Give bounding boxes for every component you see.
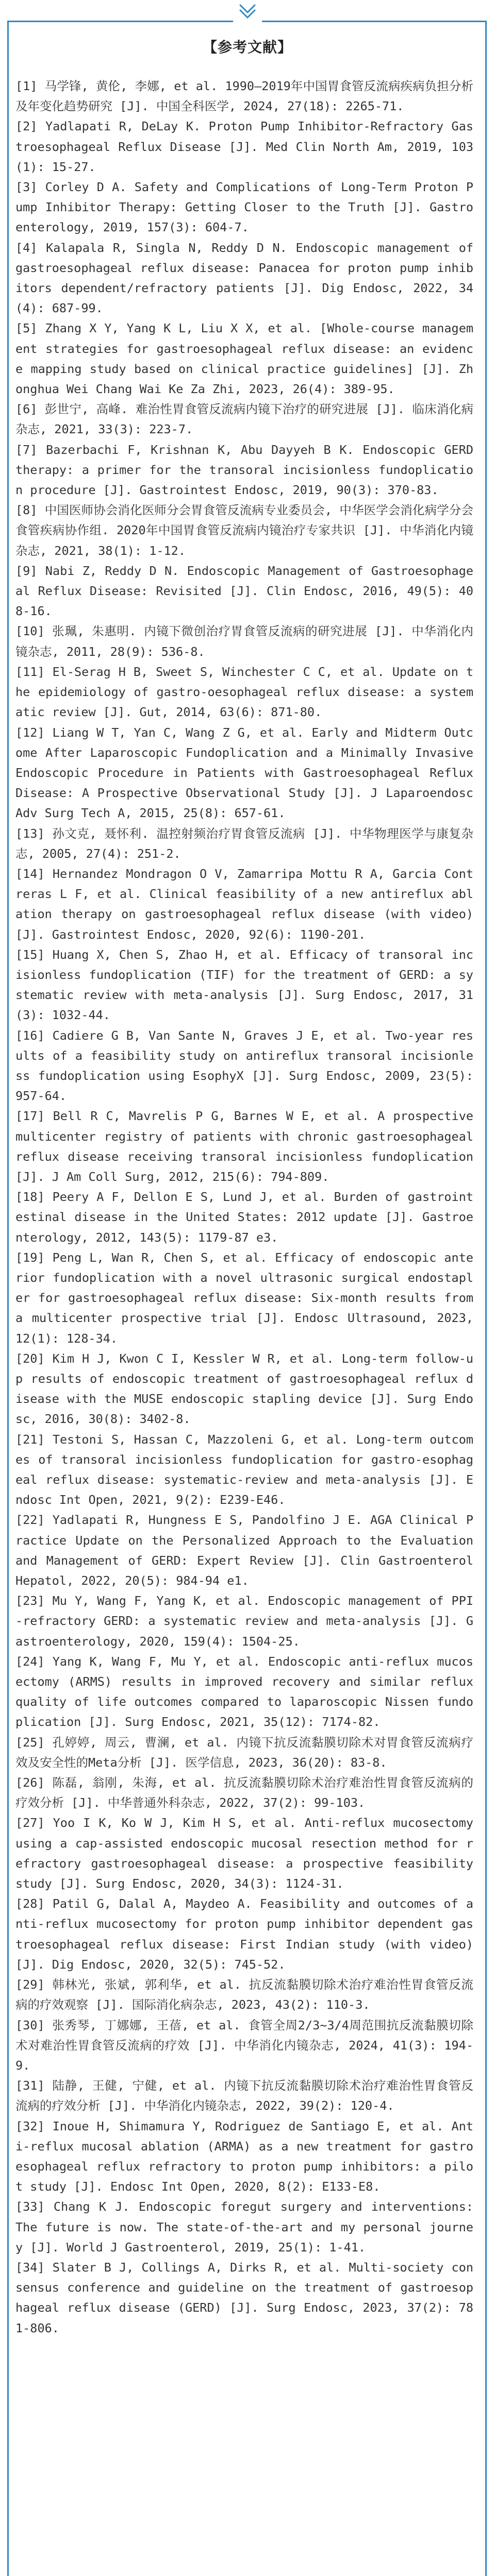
reference-item: [3] Corley D A. Safety and Complications of Long-Term Proton Pump Inhibitor Therapy: Getting Closer to the Truth [J]. Gastroenterology, 2019, 157(3): 604-7.	[15, 180, 473, 235]
reference-item: [11] El-Serag H B, Sweet S, Winchester C C, et al. Update on the epidemiology of gastro-oesophageal reflux disease: a systematic review [J]. Gut, 2014, 63(6): 871-80.	[15, 664, 473, 720]
reference-item: [16] Cadiere G B, Van Sante N, Graves J E, et al. Two-year results of a feasibility study on antireflux transoral incisionless fundoplication using EsophyX [J]. Surg Endosc, 2009, 23(5): 957-64.	[15, 1028, 473, 1104]
reference-item: [34] Slater B J, Collings A, Dirks R, et al. Multi-society consensus conference and guideline on the treatment of gastroesophageal reflux disease (GERD) [J]. Surg Endosc, 2023, 37(2): 781-806.	[15, 2260, 473, 2335]
reference-item: [14] Hernandez Mondragon O V, Zamarripa Mottu R A, Garcia Contreras L F, et al. Clinical feasibility of a new antireflux ablation therapy on gastroesophageal reflux disease (with video) [J]. Gastrointest Endosc, 2020, 92(6): 1190-201.	[15, 866, 473, 942]
reference-item: [12] Liang W T, Yan C, Wang Z G, et al. Early and Midterm Outcome After Laparoscopic Fundoplication and a Minimally Invasive Endoscopic Procedure in Patients with Gastroesophageal Reflux Disease: A Prospective Observational Study [J]. J Laparoendosc Adv Surg Tech A, 2015, 25(8): 657-61.	[15, 725, 473, 821]
reference-item: [27] Yoo I K, Ko W J, Kim H S, et al. Anti-reflux mucosectomy using a cap-assisted endoscopic mucosal resection method for refractory gastroesophageal disease: a prospective feasibility study [J]. Surg Endosc, 2020, 34(3): 1124-31.	[15, 1816, 473, 1891]
reference-item: [10] 张珮, 朱惠明. 内镜下微创治疗胃食管反流病的研究进展 [J]. 中华消化内镜杂志, 2011, 28(9): 536-8.	[15, 624, 473, 659]
reference-item: [21] Testoni S, Hassan C, Mazzoleni G, et al. Long-term outcomes of transoral incisionless fundoplication for gastro-esophageal reflux disease: systematic-review and meta-analysis [J]. Endosc Int Open, 2021, 9(2): E239-E46.	[15, 1432, 473, 1507]
reference-item: [19] Peng L, Wan R, Chen S, et al. Efficacy of endoscopic anterior fundoplication with a novel ultrasonic surgical endostapler for gastroesophageal reflux disease: Six-month results from a multicenter prospective trial [J]. Endosc Ultrasound, 2023, 12(1): 128-34.	[15, 1250, 473, 1346]
reference-item: [15] Huang X, Chen S, Zhao H, et al. Efficacy of transoral incisionless fundoplication (TIF) for the treatment of GERD: a systematic review with meta-analysis [J]. Surg Endosc, 2017, 31(3): 1032-44.	[15, 947, 473, 1023]
reference-item: [28] Patil G, Dalal A, Maydeo A. Feasibility and outcomes of anti-reflux mucosectomy for proton pump inhibitor dependent gastroesophageal reflux disease: First Indian study (with video) [J]. Dig Endosc, 2020, 32(5): 745-52.	[15, 1896, 473, 1972]
reference-item: [29] 韩林光, 张斌, 郭利华, et al. 抗反流黏膜切除术治疗难治性胃食管反流病的疗效观察 [J]. 国际消化病杂志, 2023, 43(2): 110-3.	[15, 1977, 473, 2012]
reference-item: [8] 中国医师协会消化医师分会胃食管反流病专业委员会, 中华医学会消化病学分会食管疾病协作组. 2020年中国胃食管反流病内镜治疗专家共识 [J]. 中华消化内镜杂志, 2021, 38(1): 1-12.	[15, 503, 473, 558]
reference-item: [30] 张秀琴, 丁娜娜, 王蓓, et al. 食管全周2/3~3/4周范围抗反流黏膜切除术对难治性胃食管反流病的疗效 [J]. 中华消化内镜杂志, 2024, 41(3): 194-9.	[15, 2018, 473, 2073]
reference-item: [4] Kalapala R, Singla N, Reddy D N. Endoscopic management of gastroesophageal reflux disease: Panacea for proton pump inhibitors dependent/refractory patients [J]. Dig Endosc, 2022, 34(4): 687-99.	[15, 240, 473, 316]
reference-item: [18] Peery A F, Dellon E S, Lund J, et al. Burden of gastrointestinal disease in the United States: 2012 update [J]. Gastroenterology, 2012, 143(5): 1179-87 e3.	[15, 1190, 473, 1245]
reference-item: [2] Yadlapati R, DeLay K. Proton Pump Inhibitor-Refractory Gastroesophageal Reflux Disease [J]. Med Clin North Am, 2019, 103(1): 15-27.	[15, 119, 473, 174]
references-title: 【参考文献】	[202, 39, 292, 56]
reference-item: [1] 马学锋, 黄伦, 李娜, et al. 1990—2019年中国胃食管反流病疾病负担分析及年变化趋势研究 [J]. 中国全科医学, 2024, 27(18): 2265-71.	[15, 79, 473, 114]
reference-item: [22] Yadlapati R, Hungness E S, Pandolfino J E. AGA Clinical Practice Update on the Personalized Approach to the Evaluation and Management of GERD: Expert Review [J]. Clin Gastroenterol Hepatol, 2022, 20(5): 984-94 e1.	[15, 1513, 473, 1588]
reference-item: [13] 孙文克, 聂怀利. 温控射频治疗胃食管反流病 [J]. 中华物理医学与康复杂志, 2005, 27(4): 251-2.	[15, 826, 473, 861]
reference-item: [23] Mu Y, Wang F, Yang K, et al. Endoscopic management of PPI-refractory GERD: a systematic review and meta-analysis [J]. Gastroenterology, 2020, 159(4): 1504-25.	[15, 1594, 473, 1649]
reference-item: [31] 陆静, 王健, 宁健, et al. 内镜下抗反流黏膜切除术治疗难治性胃食管反流病的疗效分析 [J]. 中华消化内镜杂志, 2022, 39(2): 120-4.	[15, 2078, 473, 2113]
reference-item: [25] 孔婷婷, 周云, 曹澜, et al. 内镜下抗反流黏膜切除术对胃食管反流病疗效及安全性的Meta分析 [J]. 医学信息, 2023, 36(20): 83-8.	[15, 1735, 473, 1770]
reference-item: [26] 陈磊, 翁刚, 朱海, et al. 抗反流黏膜切除术治疗难治性胃食管反流病的疗效分析 [J]. 中华普通外科杂志, 2022, 37(2): 99-103.	[15, 1775, 473, 1810]
down-arrow-icon	[233, 0, 262, 31]
reference-item: [20] Kim H J, Kwon C I, Kessler W R, et al. Long-term follow-up results of endoscopic treatment of gastroesophageal reflux disease with the MUSE endoscopic stapling device [J]. Surg Endosc, 2016, 30(8): 3402-8.	[15, 1351, 473, 1427]
reference-item: [17] Bell R C, Mavrelis P G, Barnes W E, et al. A prospective multicenter registry of patients with chronic gastroesophageal reflux disease receiving transoral incisionless fundoplication [J]. J Am Coll Surg, 2012, 215(6): 794-809.	[15, 1109, 473, 1184]
reference-item: [24] Yang K, Wang F, Mu Y, et al. Endoscopic anti-reflux mucosectomy (ARMS) results in improved recovery and similar reflux quality of life outcomes compared to laparoscopic Nissen fundoplication [J]. Surg Endosc, 2021, 35(12): 7174-82.	[15, 1654, 473, 1730]
reference-item: [5] Zhang X Y, Yang K L, Liu X X, et al. [Whole-course management strategies for gastroesophageal reflux disease: an evidence mapping study based on clinical practice guidelines] [J]. Zhonghua Wei Chang Wai Ke Za Zhi, 2023, 26(4): 389-95.	[15, 321, 473, 397]
reference-item: [6] 彭世宁, 高峰. 难治性胃食管反流病内镜下治疗的研究进展 [J]. 临床消化病杂志, 2021, 33(3): 223-7.	[15, 402, 473, 437]
reference-item: [9] Nabi Z, Reddy D N. Endoscopic Management of Gastroesophageal Reflux Disease: Revisited [J]. Clin Endosc, 2016, 49(5): 408-16.	[15, 563, 473, 619]
reference-item: [33] Chang K J. Endoscopic foregut surgery and interventions: The future is now. The state-of-the-art and my personal journey [J]. World J Gastroenterol, 2019, 25(1): 1-41.	[15, 2199, 473, 2255]
reference-item: [32] Inoue H, Shimamura Y, Rodriguez de Santiago E, et al. Anti-reflux mucosal ablation (ARMA) as a new treatment for gastroesophageal reflux refractory to proton pump inhibitors: a pilot study [J]. Endosc Int Open, 2020, 8(2): E133-E8.	[15, 2119, 473, 2194]
reference-item: [7] Bazerbachi F, Krishnan K, Abu Dayyeh B K. Endoscopic GERD therapy: a primer for the transoral incisionless fundoplication procedure [J]. Gastrointest Endosc, 2019, 90(3): 370-83.	[15, 442, 473, 498]
reference-list	[15, 76, 473, 2338]
